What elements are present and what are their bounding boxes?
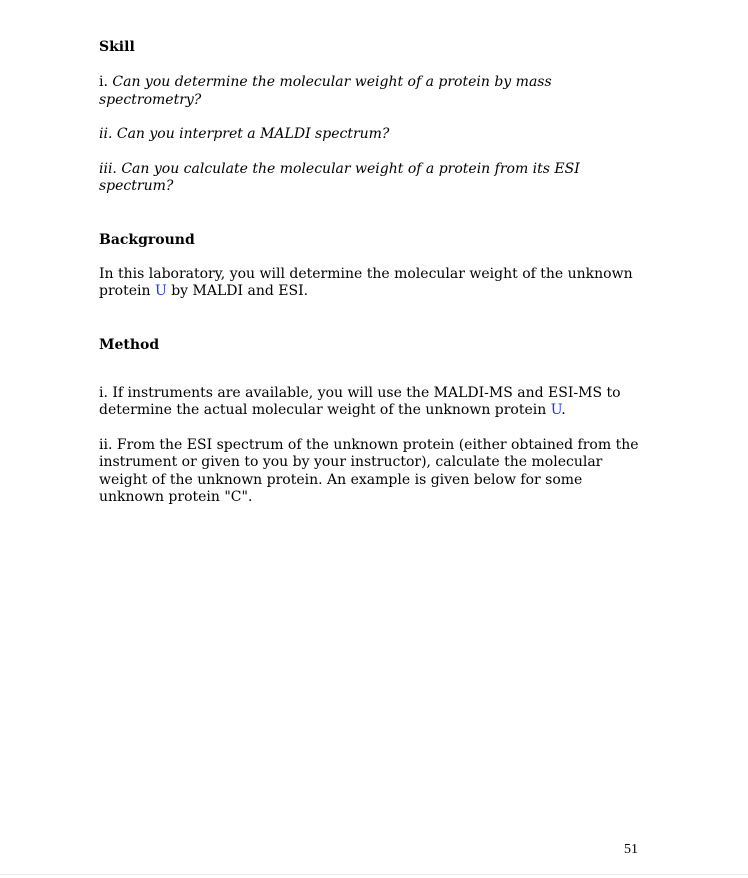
- unknown-protein-label: U: [154, 283, 167, 299]
- page-content: [99, 38, 644, 507]
- skill-question-3: iii. Can you calculate the molecular weight of a protein from its ESI spectrum?: [99, 160, 580, 194]
- skill-question-2: ii. Can you interpret a MALDI spectrum?: [99, 126, 390, 142]
- method-heading: Method: [99, 336, 160, 353]
- background-text-before: In this laboratory, you will determine the molecular weight of the unknown protein: [99, 265, 633, 299]
- background-heading: Background: [99, 231, 195, 248]
- skill-question-1-prefix: i.: [99, 74, 108, 90]
- method-p1-after: .: [561, 402, 566, 418]
- background-paragraph: [99, 266, 644, 301]
- skill-question-1-text: Can you determine the molecular weight of a protein by mass spectrometry?: [99, 74, 552, 108]
- background-text-after: by MALDI and ESI.: [166, 283, 309, 299]
- method-paragraph-2: ii. From the ESI spectrum of the unknown protein (either obtained from the instrument or given to you by your instructor), calculate the molecular weight of the unknown protein. An example is given below for some unknown protein "C".: [99, 436, 639, 505]
- page-bottom-divider: [0, 874, 748, 875]
- method-p1-before: i. If instruments are available, you will use the MALDI-MS and ESI-MS to determine the actual molecular weight of the unknown protein: [99, 384, 621, 418]
- unknown-protein-label: U: [550, 402, 562, 418]
- method-paragraph-1: [99, 385, 644, 420]
- skill-question-1: [99, 74, 644, 109]
- skill-heading: Skill: [99, 39, 135, 55]
- page-number: 51: [624, 842, 638, 857]
